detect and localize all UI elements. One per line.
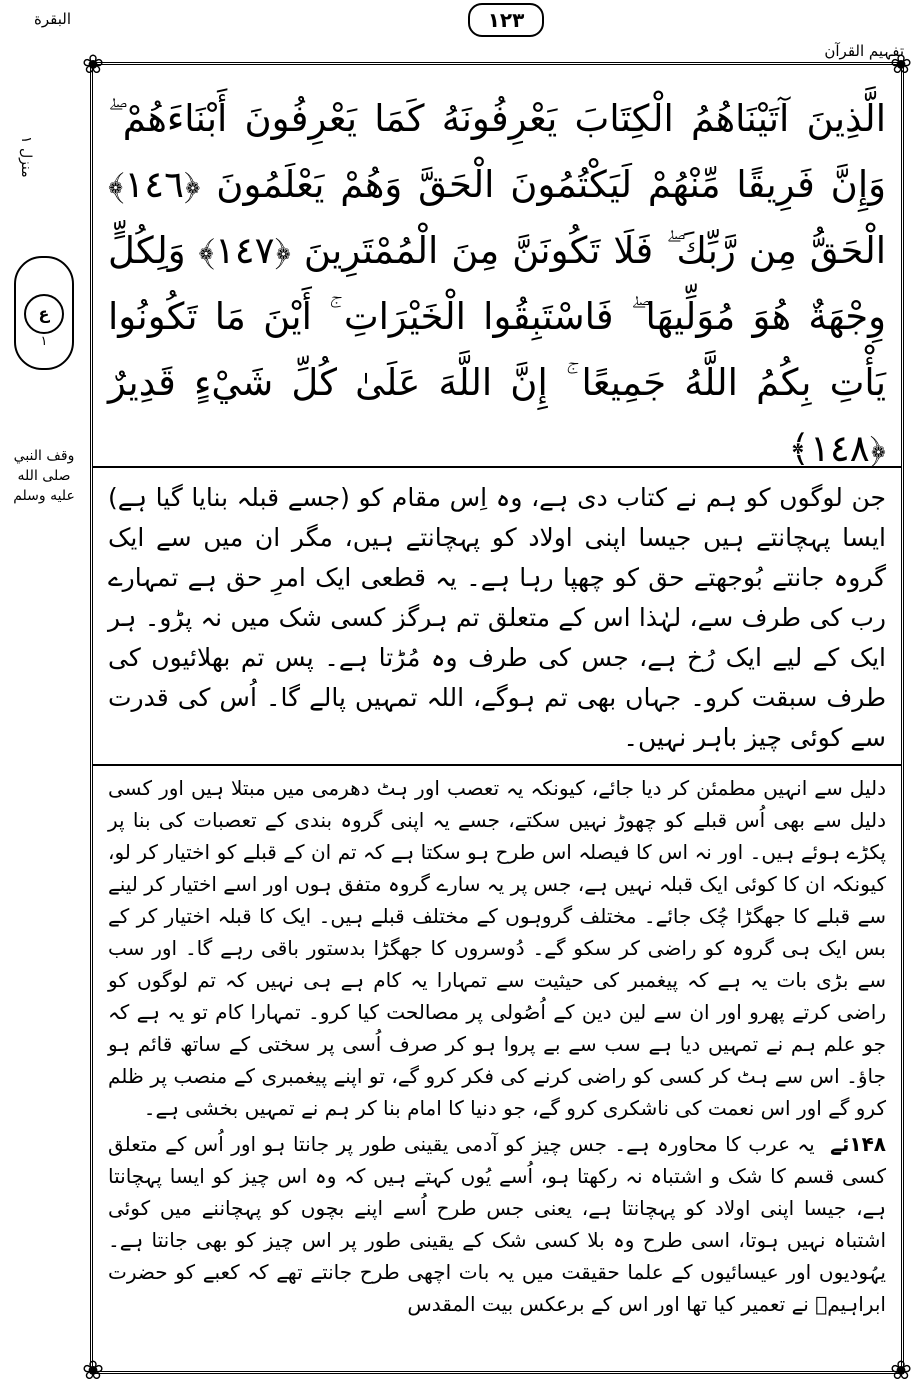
corner-ornament-icon: ❀ — [82, 1356, 104, 1386]
ruku-medallion — [14, 256, 74, 370]
surah-name: البقرة — [34, 10, 71, 28]
margin-notes — [4, 136, 80, 606]
waqf-note — [6, 446, 82, 506]
corner-ornament-icon: ❀ — [82, 50, 104, 80]
divider — [93, 466, 901, 468]
waqf-line-2: صلى الله عليه وسلم — [13, 468, 75, 504]
commentary-paragraph — [108, 772, 886, 1124]
ruku-label: ع — [24, 294, 64, 334]
commentary-paragraph — [108, 1128, 886, 1320]
footnote-text: یہ عرب کا محاورہ ہے۔ جس چیز کو آدمی یقینی طور پر جانتا ہو اور اُس کے متعلق کسی قسم کا شک و اشتباہ نہ رکھتا ہو، اُسے یُوں کہتے ہیں کہ وہ اس چیز کو ایسا پہچانتا ہے، جیسا اپنی اولاد کو پہچانتا ہے، یعنی جس طرح اُسے اپنے بچوں کو پہچاننے میں کوئی اشتباہ نہیں ہوتا، اسی طرح وہ بلا کسی شک کے یقینی طور پر اس چیز کو بھی جانتا ہے۔ یہُودیوں اور عیسائیوں کے علما حقیقت میں یہ بات اچھی طرح جانتے تھے کہ کعبے کو حضرت ابراہیمؑ نے تعمیر کیا تھا اور اس کے برعکس بیت المقدس — [108, 1132, 886, 1316]
manzil-label: منزل ١ — [18, 136, 34, 178]
arabic-verses: الَّذِينَ آتَيْنَاهُمُ الْكِتَابَ يَعْرِفُونَهُ كَمَا يَعْرِفُونَ أَبْنَاءَهُمْ ۖ وَإِنَّ فَرِيقًا مِّنْهُمْ لَيَكْتُمُونَ الْحَقَّ وَهُمْ يَعْلَمُونَ ﴿١٤٦﴾ الْحَقُّ مِن رَّبِّكَ ۖ فَلَا تَكُونَنَّ مِنَ الْمُمْتَرِينَ ﴿١٤٧﴾ وَلِكُلٍّ وِجْهَةٌ هُوَ مُوَلِّيهَا ۖ فَاسْتَبِقُوا الْخَيْرَاتِ ۚ أَيْنَ مَا تَكُونُوا يَأْتِ بِكُمُ اللَّهُ جَمِيعًا ۚ إِنَّ اللَّهَ عَلَىٰ كُلِّ شَيْءٍ قَدِيرٌ ﴿١٤٨﴾ — [108, 97, 886, 470]
urdu-translation: جن لوگوں کو ہم نے کتاب دی ہے، وہ اِس مقام کو (جسے قبلہ بنایا گیا ہے) ایسا پہچانتے ہیں جیسا اپنی اولاد کو پہچانتے ہیں، مگر ان میں سے ایک گروہ جانتے بُوجھتے حق کو چھپا رہا ہے۔ یہ قطعی ایک امرِ حق ہے تمہارے رب کی طرف سے، لہٰذا اس کے متعلق تم ہرگز کسی شک میں نہ پڑو۔ ہر ایک کے لیے ایک رُخ ہے، جس کی طرف وہ مُڑتا ہے۔ پس تم بھلائیوں کی طرف سبقت کرو۔ جہاں بھی تم ہوگے، اللہ تمہیں پالے گا۔ اُس کی قدرت سے کوئی چیز باہر نہیں۔ — [108, 483, 886, 752]
ruku-number: ١ — [40, 334, 48, 349]
page-number: ۱۲۳ — [468, 3, 544, 37]
footnote-text: دلیل سے انہیں مطمئن کر دیا جائے، کیونکہ یہ تعصب اور ہٹ دھرمی میں مبتلا ہیں اور کسی دلیل سے بھی اُس قبلے کو چھوڑ نہیں سکتے، جسے یہ اپنی گروہ بندی کے تعصبات کی بنا پر پکڑے ہوئے ہیں۔ اور نہ اس کا فیصلہ اس طرح ہو سکتا ہے کہ تم ان کے قبلے کو اختیار کر لو، کیونکہ ان کا کوئی ایک قبلہ نہیں ہے، جس پر یہ سارے گروہ متفق ہوں اور اسے اختیار کر لینے سے قبلے کا جھگڑا چُک جائے۔ مختلف گروہوں کے مختلف قبلے ہیں۔ ایک کا قبلہ اختیار کر کے بس ایک ہی گروہ کو راضی کر سکو گے۔ دُوسروں کا جھگڑا بدستور باقی رہے گا۔ اور سب سے بڑی بات یہ ہے کہ پیغمبر کی حیثیت سے تمہارا یہ کام ہے ہی نہیں کہ تم لوگوں کو راضی کرتے پھرو اور ان سے لین دین کے اُصُولی پر مصالحت کیا کرو۔ تمہارا کام تو یہ ہے کہ جو علم ہم نے تمہیں دیا ہے سب سے بے پروا ہو کر صرف اُسی پر سختی کے ساتھ قائم ہو جاؤ۔ اس سے ہٹ کر کسی کو راضی کرنے کی فکر کرو گے، تو اپنے پیغمبری کے منصب پر ظلم کرو گے اور اس نعمت کی ناشکری کرو گے، جو دنیا کا امام بنا کر ہم نے تمہیں بخشی ہے۔ — [108, 776, 886, 1120]
divider — [93, 764, 901, 766]
waqf-line-1: وقف النبي — [13, 448, 75, 464]
footnote-number: ۱۴۸ئے — [830, 1132, 887, 1156]
corner-ornament-icon: ❀ — [890, 1356, 912, 1386]
commentary — [108, 772, 886, 1324]
book-title: تفہیم القرآن — [824, 42, 904, 60]
corner-ornament-icon: ❀ — [890, 50, 912, 80]
